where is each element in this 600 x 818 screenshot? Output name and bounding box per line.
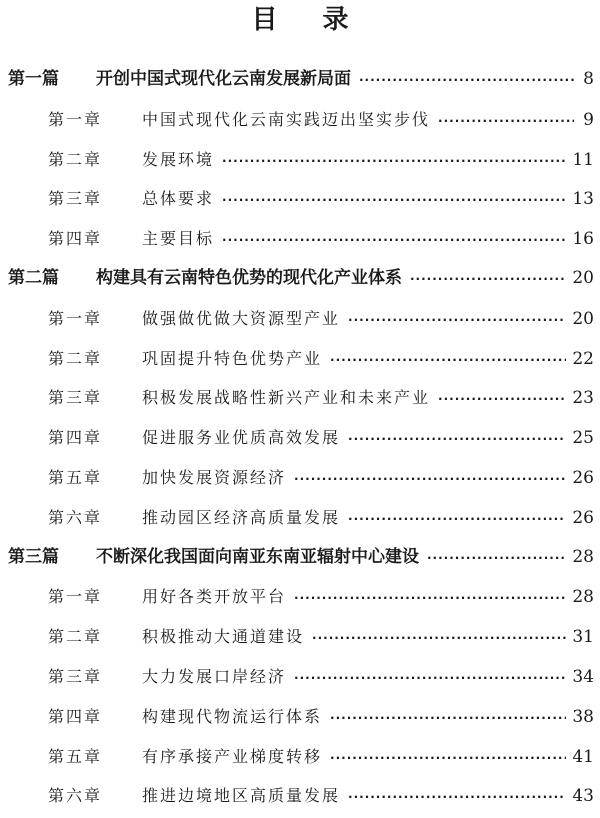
entry-page-number: 28 bbox=[572, 546, 594, 567]
entry-title: 主要目标 bbox=[142, 229, 215, 249]
dot-leader bbox=[348, 420, 566, 460]
entry-number: 第二章 bbox=[48, 627, 103, 647]
entry-title: 发展环境 bbox=[142, 149, 215, 169]
toc-part-entry[interactable] bbox=[0, 538, 600, 578]
toc-chapter-entry[interactable] bbox=[0, 776, 600, 816]
entry-page-number: 9 bbox=[583, 109, 594, 130]
entry-number: 第六章 bbox=[48, 786, 103, 806]
table-of-contents bbox=[0, 60, 600, 816]
entry-title: 不断深化我国面向南亚东南亚辐射中心建设 bbox=[96, 546, 419, 567]
toc-chapter-entry[interactable] bbox=[0, 140, 600, 180]
entry-page-number: 26 bbox=[572, 507, 594, 528]
entry-page-number: 26 bbox=[572, 467, 594, 488]
entry-title: 积极推动大通道建设 bbox=[142, 627, 305, 647]
dot-leader bbox=[348, 778, 566, 818]
entry-title: 中国式现代化云南实践迈出坚实步伐 bbox=[142, 109, 431, 129]
dot-leader bbox=[410, 260, 566, 300]
toc-chapter-entry[interactable] bbox=[0, 299, 600, 339]
dot-leader bbox=[330, 341, 566, 381]
entry-title: 构建现代物流运行体系 bbox=[142, 706, 323, 726]
entry-title: 用好各类开放平台 bbox=[142, 587, 287, 607]
entry-number: 第三章 bbox=[48, 388, 103, 408]
entry-title: 加快发展资源经济 bbox=[142, 467, 287, 487]
dot-leader bbox=[222, 221, 566, 261]
entry-number: 第一篇 bbox=[8, 69, 59, 89]
entry-title: 做强做优做大资源型产业 bbox=[142, 308, 341, 328]
entry-page-number: 20 bbox=[572, 267, 594, 288]
entry-number: 第三篇 bbox=[8, 546, 59, 567]
toc-chapter-entry[interactable] bbox=[0, 617, 600, 657]
entry-number: 第一章 bbox=[48, 587, 103, 607]
dot-leader bbox=[359, 61, 574, 101]
entry-number: 第六章 bbox=[48, 507, 103, 527]
toc-chapter-entry[interactable] bbox=[0, 100, 600, 140]
entry-page-number: 28 bbox=[572, 587, 594, 608]
dot-leader bbox=[427, 539, 566, 579]
entry-page-number: 34 bbox=[572, 666, 594, 687]
dot-leader bbox=[294, 460, 566, 500]
entry-page-number: 25 bbox=[572, 428, 594, 449]
entry-title: 开创中国式现代化云南发展新局面 bbox=[96, 69, 351, 89]
dot-leader bbox=[330, 699, 566, 739]
toc-chapter-entry[interactable] bbox=[0, 418, 600, 458]
toc-chapter-entry[interactable] bbox=[0, 697, 600, 737]
entry-page-number: 8 bbox=[583, 69, 594, 89]
page-title: 目 录 bbox=[251, 5, 367, 35]
toc-chapter-entry[interactable] bbox=[0, 219, 600, 259]
entry-page-number: 38 bbox=[572, 706, 594, 727]
entry-page-number: 13 bbox=[572, 189, 594, 210]
entry-title: 推进边境地区高质量发展 bbox=[142, 786, 341, 806]
entry-title: 推动园区经济高质量发展 bbox=[142, 507, 341, 527]
entry-page-number: 11 bbox=[572, 149, 594, 170]
dot-leader bbox=[312, 619, 566, 659]
dot-leader bbox=[438, 380, 566, 420]
toc-chapter-entry[interactable] bbox=[0, 339, 600, 379]
dot-leader bbox=[294, 579, 566, 619]
entry-number: 第五章 bbox=[48, 746, 103, 766]
entry-page-number: 43 bbox=[572, 786, 594, 807]
entry-page-number: 20 bbox=[572, 308, 594, 329]
dot-leader bbox=[222, 181, 566, 221]
entry-title: 大力发展口岸经济 bbox=[142, 666, 287, 686]
toc-part-entry[interactable] bbox=[0, 259, 600, 299]
entry-title: 总体要求 bbox=[142, 189, 215, 209]
entry-page-number: 23 bbox=[572, 388, 594, 409]
dot-leader bbox=[438, 102, 574, 142]
dot-leader bbox=[348, 500, 566, 540]
entry-title: 巩固提升特色优势产业 bbox=[142, 348, 323, 368]
entry-number: 第四章 bbox=[48, 229, 103, 249]
entry-page-number: 16 bbox=[572, 229, 594, 250]
entry-page-number: 41 bbox=[572, 746, 594, 767]
entry-number: 第五章 bbox=[48, 467, 103, 487]
entry-number: 第三章 bbox=[48, 666, 103, 686]
entry-number: 第二章 bbox=[48, 149, 103, 169]
entry-number: 第四章 bbox=[48, 428, 103, 448]
toc-chapter-entry[interactable] bbox=[0, 577, 600, 617]
toc-part-entry[interactable] bbox=[0, 60, 600, 100]
entry-number: 第一章 bbox=[48, 109, 103, 129]
dot-leader bbox=[348, 301, 566, 341]
toc-chapter-entry[interactable] bbox=[0, 657, 600, 697]
entry-page-number: 31 bbox=[572, 627, 594, 648]
entry-number: 第四章 bbox=[48, 706, 103, 726]
dot-leader bbox=[330, 739, 566, 779]
toc-chapter-entry[interactable] bbox=[0, 179, 600, 219]
dot-leader bbox=[222, 142, 566, 182]
entry-page-number: 22 bbox=[572, 348, 594, 369]
toc-chapter-entry[interactable] bbox=[0, 737, 600, 777]
entry-number: 第二篇 bbox=[8, 267, 59, 288]
entry-number: 第二章 bbox=[48, 348, 103, 368]
entry-number: 第三章 bbox=[48, 189, 103, 209]
toc-chapter-entry[interactable] bbox=[0, 458, 600, 498]
entry-title: 积极发展战略性新兴产业和未来产业 bbox=[142, 388, 431, 408]
entry-title: 有序承接产业梯度转移 bbox=[142, 746, 323, 766]
entry-title: 构建具有云南特色优势的现代化产业体系 bbox=[96, 267, 402, 288]
entry-number: 第一章 bbox=[48, 308, 103, 328]
toc-chapter-entry[interactable] bbox=[0, 498, 600, 538]
dot-leader bbox=[294, 659, 566, 699]
entry-title: 促进服务业优质高效发展 bbox=[142, 428, 341, 448]
toc-chapter-entry[interactable] bbox=[0, 378, 600, 418]
